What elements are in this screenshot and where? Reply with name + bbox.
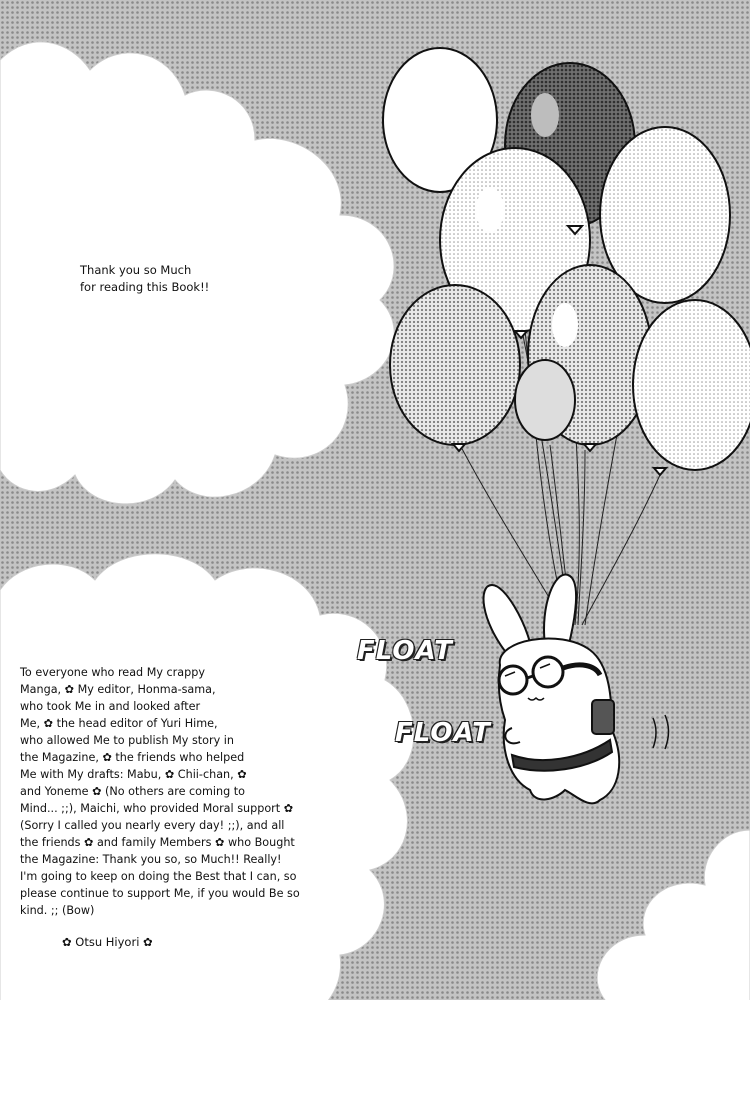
message-line: Manga, ✿ My editor, Honma-sama, [20, 683, 216, 696]
message-line: Me with My drafts: Mabu, ✿ Chii-chan, ✿ [20, 768, 247, 781]
goggle-right [533, 657, 563, 687]
message-line: please continue to support Me, if you would Be so [20, 887, 300, 900]
message-line: Mind... ;;), Maichi, who provided Moral support ✿ [20, 802, 294, 815]
sfx-float-1: FLOAT [357, 636, 453, 666]
message-line: (Sorry I called you nearly every day! ;;), and all [20, 819, 285, 832]
goggle-left [499, 666, 527, 694]
message-line: and Yoneme ✿ (No others are coming to [20, 785, 245, 798]
thanks-note [80, 262, 300, 296]
message-line: kind. ;; (Bow) [20, 904, 95, 917]
message-line: the friends ✿ and family Members ✿ who Bought [20, 836, 295, 849]
message-line: who took Me in and looked after [20, 700, 201, 713]
balloon-light-bottom-right [633, 300, 750, 470]
cloud-bottom-band [0, 1000, 750, 1101]
afterword-message [20, 664, 390, 919]
message-line: the Magazine: Thank you so, so Much!! Really! [20, 853, 282, 866]
message-line: Me, ✿ the head editor of Yuri Hime, [20, 717, 218, 730]
message-line: who allowed Me to publish My story in [20, 734, 234, 747]
message-line: I'm going to keep on doing the Best that I can, so [20, 870, 297, 883]
thanks-line: for reading this Book!! [80, 280, 210, 294]
message-line: the Magazine, ✿ the friends who helped [20, 751, 245, 764]
message-line: To everyone who read My crappy [20, 666, 205, 679]
balloon-gray-left [390, 285, 520, 445]
thanks-line: Thank you so Much [80, 263, 192, 277]
author-signature: ✿ Otsu Hiyori ✿ [62, 935, 153, 949]
sfx-float-2: FLOAT [395, 718, 491, 748]
balloon-small-center [515, 360, 575, 440]
